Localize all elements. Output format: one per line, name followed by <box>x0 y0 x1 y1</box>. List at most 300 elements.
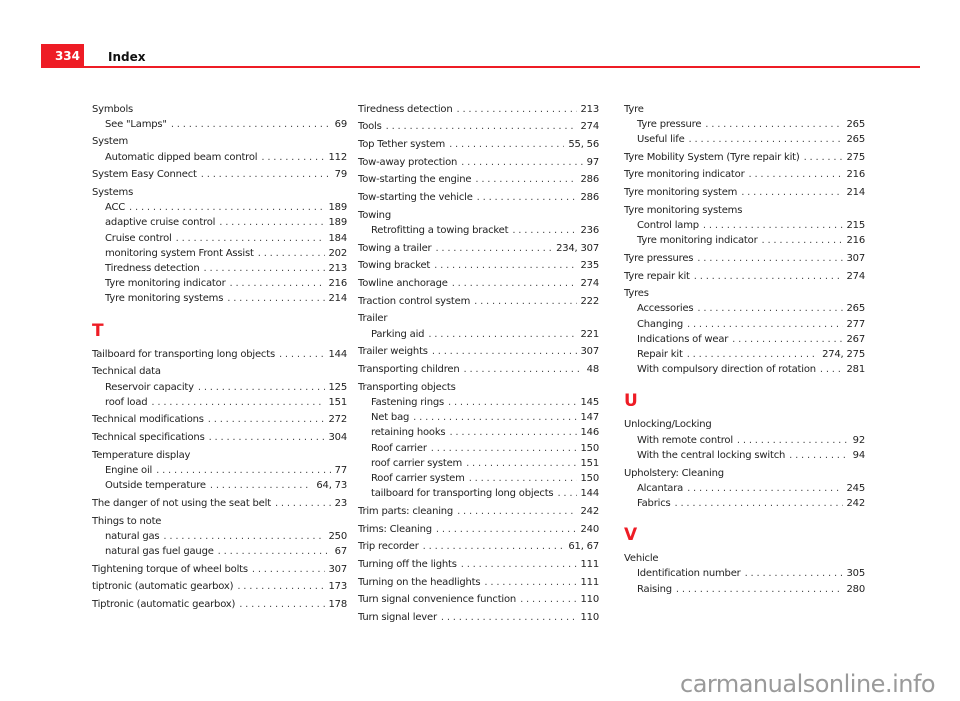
page-reference: 94 <box>852 449 865 461</box>
entry-term: Tow-starting the engine <box>358 174 472 186</box>
entry-term: See "Lamps" <box>105 118 167 130</box>
entry-term: Net bag <box>371 412 410 424</box>
page-number: 334 <box>41 44 84 67</box>
dot-leader <box>748 167 842 182</box>
entry-term: Automatic dipped beam control <box>105 151 258 163</box>
index-subentry <box>624 332 865 347</box>
index-entry <box>358 119 599 134</box>
page-reference: 111 <box>580 576 599 588</box>
page-reference: 265 <box>846 133 865 145</box>
dot-leader <box>129 200 324 215</box>
entry-term: Tyre monitoring indicator <box>624 169 745 181</box>
entry-term: ACC <box>105 202 126 214</box>
dot-leader <box>441 610 577 625</box>
page-reference: 274 <box>580 121 599 133</box>
page-reference: 222 <box>580 295 599 307</box>
entry-term: adaptive cruise control <box>105 217 216 229</box>
dot-leader <box>258 246 325 261</box>
page-reference: 265 <box>846 118 865 130</box>
dot-leader <box>697 251 842 266</box>
dot-leader <box>261 150 324 165</box>
page-reference: 240 <box>580 523 599 535</box>
index-entry <box>358 190 599 205</box>
dot-leader <box>464 362 583 377</box>
page-reference: 307 <box>580 346 599 358</box>
index-entry <box>624 466 865 481</box>
page-reference: 214 <box>328 293 347 305</box>
index-subentry <box>358 223 599 238</box>
watermark: carmanualsonline.info <box>680 670 936 698</box>
index-entry <box>92 562 347 577</box>
page-reference: 97 <box>586 156 599 168</box>
index-subentry <box>92 200 347 215</box>
dot-leader <box>176 231 325 246</box>
page-reference: 112 <box>328 151 347 163</box>
index-entry <box>92 364 347 379</box>
entry-term: Technical modifications <box>92 414 204 426</box>
page-reference: 178 <box>328 599 347 611</box>
index-subentry <box>358 441 599 456</box>
dot-leader <box>484 575 576 590</box>
page-reference: 55, 56 <box>568 138 599 150</box>
dot-leader <box>436 522 577 537</box>
entry-term: Indications of wear <box>637 333 729 345</box>
index-entry <box>358 294 599 309</box>
dot-leader <box>413 410 576 425</box>
index-entry <box>358 172 599 187</box>
entry-term: Identification number <box>637 568 741 580</box>
dot-leader <box>477 190 577 205</box>
entry-term: Changing <box>637 318 683 330</box>
page-reference: 272 <box>328 414 347 426</box>
page-reference: 144 <box>580 488 599 500</box>
entry-term: Tools <box>358 121 382 133</box>
entry-term: Upholstery: Cleaning <box>624 467 724 479</box>
entry-term: Things to note <box>92 515 162 527</box>
entry-term: Turn signal lever <box>358 612 437 624</box>
entry-term: Tyre monitoring systems <box>105 293 224 305</box>
entry-term: Trims: Cleaning <box>358 523 432 535</box>
page-reference: 77 <box>334 465 347 477</box>
dot-leader <box>201 167 331 182</box>
dot-leader <box>469 471 577 486</box>
entry-term: Towing a trailer <box>358 242 432 254</box>
section-letter: U <box>624 391 638 412</box>
entry-term: Symbols <box>92 103 134 115</box>
page-reference: 245 <box>846 482 865 494</box>
page-reference: 221 <box>580 328 599 340</box>
dot-leader <box>229 276 324 291</box>
dot-leader <box>687 317 843 332</box>
entry-term: With remote control <box>637 434 733 446</box>
entry-term: Roof carrier <box>371 442 427 454</box>
index-entry <box>92 430 347 445</box>
page-reference: 280 <box>846 583 865 595</box>
index-entry <box>92 597 347 612</box>
dot-leader <box>675 496 843 511</box>
page-reference: 242 <box>580 505 599 517</box>
entry-term: Tyre Mobility System (Tyre repair kit) <box>624 151 800 163</box>
entry-term: Transporting children <box>358 364 460 376</box>
index-entry <box>358 137 599 152</box>
page-reference: 61, 67 <box>568 541 599 553</box>
dot-leader <box>208 412 325 427</box>
header-rule <box>41 66 920 68</box>
page-reference: 151 <box>580 457 599 469</box>
page-reference: 189 <box>328 217 347 229</box>
page-reference: 286 <box>580 174 599 186</box>
index-entry <box>358 504 599 519</box>
index-subentry <box>358 395 599 410</box>
entry-term: Vehicle <box>624 553 659 565</box>
entry-term: Temperature display <box>92 449 191 461</box>
index-subentry <box>92 291 347 306</box>
entry-term: Trip recorder <box>358 541 419 553</box>
index-entry <box>92 167 347 182</box>
index-column-2 <box>358 99 599 625</box>
entry-term: Towing bracket <box>358 260 431 272</box>
dot-leader <box>761 233 842 248</box>
page-reference: 281 <box>846 364 865 376</box>
index-subentry <box>358 410 599 425</box>
entry-term: Tyre <box>624 103 644 115</box>
index-subentry <box>358 486 599 501</box>
index-subentry <box>358 471 599 486</box>
entry-term: Parking aid <box>371 328 425 340</box>
entry-term: natural gas fuel gauge <box>105 546 214 558</box>
dot-leader <box>789 448 849 463</box>
dot-leader <box>461 155 583 170</box>
index-entry <box>358 258 599 273</box>
index-subentry <box>92 246 347 261</box>
dot-leader <box>227 291 324 306</box>
index-subentry <box>92 529 347 544</box>
page-title: Index <box>108 50 146 64</box>
entry-term: Tyre pressures <box>624 252 694 264</box>
dot-leader <box>209 430 325 445</box>
dot-leader <box>151 395 324 410</box>
dot-leader <box>449 425 576 440</box>
page-reference: 145 <box>580 396 599 408</box>
dot-leader <box>279 347 325 362</box>
page-reference: 304 <box>328 432 347 444</box>
dot-leader <box>435 241 552 256</box>
dot-leader <box>171 117 331 132</box>
dot-leader <box>448 395 576 410</box>
index-entry <box>358 380 599 395</box>
entry-term: tailboard for transporting long objects <box>371 488 554 500</box>
dot-leader <box>737 433 849 448</box>
entry-term: Tow-away protection <box>358 156 458 168</box>
page-reference: 146 <box>580 427 599 439</box>
index-entry <box>624 102 865 117</box>
entry-term: Towline anchorage <box>358 278 448 290</box>
page-reference: 267 <box>846 333 865 345</box>
dot-leader <box>423 539 565 554</box>
dot-leader <box>204 261 325 276</box>
entry-term: retaining hooks <box>371 427 446 439</box>
page-reference: 214 <box>846 187 865 199</box>
index-subentry <box>92 215 347 230</box>
index-entry <box>358 311 599 326</box>
entry-term: Tightening torque of wheel bolts <box>92 563 248 575</box>
entry-term: Unlocking/Locking <box>624 419 712 431</box>
dot-leader <box>475 172 576 187</box>
dot-leader <box>687 347 818 362</box>
entry-term: Trailer weights <box>358 346 428 358</box>
index-subentry <box>92 380 347 395</box>
dot-leader <box>694 269 843 284</box>
index-subentry <box>358 425 599 440</box>
index-subentry <box>624 347 865 362</box>
index-entry <box>92 412 347 427</box>
entry-term: Tyre monitoring indicator <box>637 235 758 247</box>
page-reference: 67 <box>334 546 347 558</box>
entry-term: Raising <box>637 583 672 595</box>
page-reference: 274, 275 <box>822 349 865 361</box>
index-subentry <box>92 117 347 132</box>
entry-term: Fabrics <box>637 497 671 509</box>
page-reference: 215 <box>846 219 865 231</box>
section-letter: T <box>92 320 104 341</box>
dot-leader <box>457 504 576 519</box>
entry-term: Traction control system <box>358 295 471 307</box>
index-entry <box>92 579 347 594</box>
dot-leader <box>474 294 576 309</box>
entry-term: Turning off the lights <box>358 558 457 570</box>
page-reference: 234, 307 <box>556 242 599 254</box>
index-subentry <box>358 456 599 471</box>
index-subentry <box>624 481 865 496</box>
index-subentry <box>624 117 865 132</box>
entry-term: Roof carrier system <box>371 472 465 484</box>
page-reference: 216 <box>846 169 865 181</box>
entry-term: Repair kit <box>637 349 683 361</box>
dot-leader <box>687 481 842 496</box>
index-entry <box>92 347 347 362</box>
dot-leader <box>386 119 577 134</box>
page-reference: 125 <box>328 381 347 393</box>
page-reference: 307 <box>846 252 865 264</box>
index-column-3 <box>624 99 865 597</box>
entry-term: Tyre repair kit <box>624 270 690 282</box>
index-entry <box>358 241 599 256</box>
page-reference: 150 <box>580 442 599 454</box>
page-reference: 307 <box>328 563 347 575</box>
index-entry <box>92 496 347 511</box>
index-subentry <box>624 301 865 316</box>
dot-leader <box>457 102 577 117</box>
index-subentry <box>624 448 865 463</box>
index-subentry <box>624 496 865 511</box>
index-entry <box>624 203 865 218</box>
index-entry <box>624 150 865 165</box>
dot-leader <box>428 327 576 342</box>
index-entry <box>624 417 865 432</box>
page-reference: 274 <box>580 278 599 290</box>
page-reference: 64, 73 <box>316 480 347 492</box>
dot-leader <box>449 137 564 152</box>
index-entry <box>624 167 865 182</box>
entry-term: Trailer <box>358 313 388 325</box>
index-entry <box>358 276 599 291</box>
page-reference: 277 <box>846 318 865 330</box>
page-reference: 144 <box>328 348 347 360</box>
index-subentry <box>92 395 347 410</box>
dot-leader <box>466 456 576 471</box>
dot-leader <box>431 441 577 456</box>
entry-term: natural gas <box>105 530 160 542</box>
entry-term: Transporting objects <box>358 381 456 393</box>
page-reference: 265 <box>846 303 865 315</box>
dot-leader <box>252 562 325 577</box>
dot-leader <box>557 486 576 501</box>
index-subentry <box>624 218 865 233</box>
page-reference: 274 <box>846 270 865 282</box>
index-entry <box>358 155 599 170</box>
page-reference: 242 <box>846 497 865 509</box>
index-entry <box>358 522 599 537</box>
index-subentry <box>92 478 347 493</box>
dot-leader <box>218 544 331 559</box>
page-reference: 48 <box>586 364 599 376</box>
index-entry <box>358 362 599 377</box>
dot-leader <box>703 218 843 233</box>
dot-leader <box>732 332 842 347</box>
index-entry <box>358 592 599 607</box>
index-column-1 <box>92 99 347 612</box>
dot-leader <box>461 557 577 572</box>
page-reference: 189 <box>328 202 347 214</box>
dot-leader <box>210 478 313 493</box>
index-subentry <box>624 582 865 597</box>
page-reference: 213 <box>328 263 347 275</box>
dot-leader <box>820 362 843 377</box>
entry-term: Reservoir capacity <box>105 381 194 393</box>
dot-leader <box>676 582 843 597</box>
page-reference: 216 <box>846 235 865 247</box>
index-subentry <box>624 233 865 248</box>
index-subentry <box>92 276 347 291</box>
index-subentry <box>92 463 347 478</box>
page-reference: 92 <box>852 434 865 446</box>
page-reference: 286 <box>580 192 599 204</box>
entry-term: Tyre monitoring systems <box>624 204 743 216</box>
dot-leader <box>163 529 324 544</box>
entry-term: Towing <box>358 209 391 221</box>
index-entry <box>92 514 347 529</box>
index-entry <box>358 575 599 590</box>
dot-leader <box>434 258 576 273</box>
entry-term: Top Tether system <box>358 138 446 150</box>
entry-term: With the central locking switch <box>637 449 786 461</box>
index-subentry <box>92 544 347 559</box>
index-subentry <box>92 150 347 165</box>
page-reference: 305 <box>846 568 865 580</box>
entry-term: Trim parts: cleaning <box>358 505 454 517</box>
entry-term: Fastening rings <box>371 396 445 408</box>
page-reference: 110 <box>580 612 599 624</box>
entry-term: System <box>92 136 129 148</box>
index-subentry <box>624 433 865 448</box>
index-entry <box>92 102 347 117</box>
page-reference: 184 <box>328 232 347 244</box>
dot-leader <box>237 579 324 594</box>
entry-term: Systems <box>92 187 134 199</box>
index-entry <box>92 185 347 200</box>
entry-term: Turn signal convenience function <box>358 594 517 606</box>
page-reference: 69 <box>334 118 347 130</box>
entry-term: Cruise control <box>105 232 172 244</box>
section-letter: V <box>624 525 637 546</box>
entry-term: With compulsory direction of rotation <box>637 364 816 376</box>
dot-leader <box>689 132 843 147</box>
entry-term: tiptronic (automatic gearbox) <box>92 581 234 593</box>
page-reference: 236 <box>580 224 599 236</box>
entry-term: Alcantara <box>637 482 684 494</box>
index-subentry <box>92 231 347 246</box>
entry-term: monitoring system Front Assist <box>105 247 254 259</box>
entry-term: Tyre pressure <box>637 118 702 130</box>
index-subentry <box>358 327 599 342</box>
entry-term: roof load <box>105 396 148 408</box>
dot-leader <box>275 496 331 511</box>
index-entry <box>624 269 865 284</box>
index-subentry <box>624 132 865 147</box>
index-entry <box>358 344 599 359</box>
index-subentry <box>624 317 865 332</box>
index-subentry <box>92 261 347 276</box>
dot-leader <box>520 592 576 607</box>
page-reference: 250 <box>328 530 347 542</box>
dot-leader <box>705 117 842 132</box>
index-entry <box>358 208 599 223</box>
entry-term: roof carrier system <box>371 457 463 469</box>
dot-leader <box>741 185 842 200</box>
index-entry <box>358 557 599 572</box>
entry-term: Engine oil <box>105 465 153 477</box>
entry-term: Tiredness detection <box>358 103 453 115</box>
entry-term: Retrofitting a towing bracket <box>371 224 509 236</box>
dot-leader <box>219 215 324 230</box>
entry-term: Accessories <box>637 303 694 315</box>
index-entry <box>624 251 865 266</box>
dot-leader <box>745 566 843 581</box>
dot-leader <box>156 463 331 478</box>
page-reference: 151 <box>328 396 347 408</box>
entry-term: The danger of not using the seat belt <box>92 497 271 509</box>
index-subentry <box>624 362 865 377</box>
page-reference: 150 <box>580 472 599 484</box>
page-reference: 275 <box>846 151 865 163</box>
page-reference: 216 <box>328 278 347 290</box>
entry-term: Tiptronic (automatic gearbox) <box>92 599 236 611</box>
entry-term: System Easy Connect <box>92 169 197 181</box>
index-entry <box>358 539 599 554</box>
dot-leader <box>452 276 577 291</box>
index-entry <box>358 102 599 117</box>
entry-term: Tyre monitoring system <box>624 187 738 199</box>
page-reference: 147 <box>580 412 599 424</box>
entry-term: Technical data <box>92 366 161 378</box>
page-reference: 111 <box>580 558 599 570</box>
entry-term: Tyres <box>624 288 649 300</box>
index-entry <box>358 610 599 625</box>
page-reference: 23 <box>334 497 347 509</box>
page-reference: 235 <box>580 260 599 272</box>
entry-term: Tow-starting the vehicle <box>358 192 473 204</box>
page-reference: 110 <box>580 594 599 606</box>
